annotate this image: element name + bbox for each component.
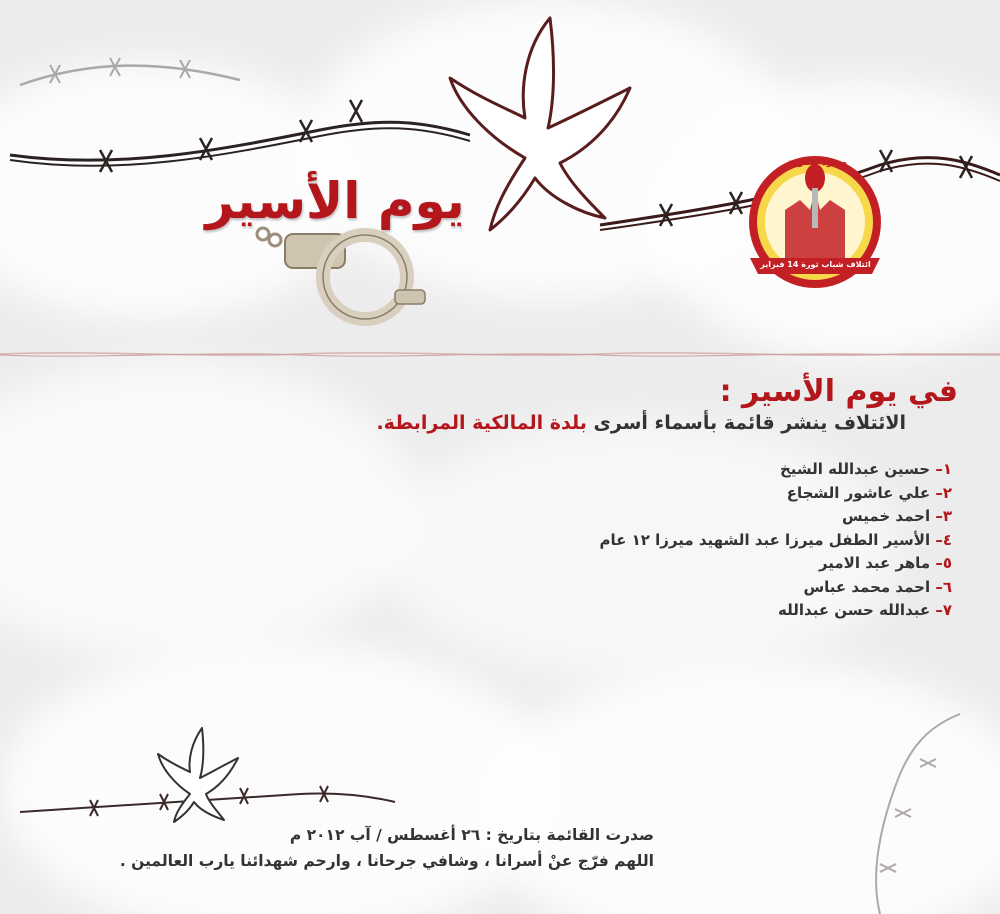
list-item: ٤– الأسير الطفل ميرزا عبد الشهيد ميرزا ١٢ عام <box>599 530 952 549</box>
coalition-logo <box>740 150 890 300</box>
statement-heading: في يوم الأسير : <box>719 374 958 409</box>
logo-top-text: صمود مقاومة <box>786 158 848 168</box>
wire-divider <box>0 348 1000 360</box>
handcuffs-icon <box>245 212 445 332</box>
prisoner-list <box>599 458 952 623</box>
logo-ribbon-text: ائتلاف شباب ثورة 14 فبراير <box>760 260 871 269</box>
footer-date: صدرت القائمة بتاريخ : ٢٦ أغسطس / آب ٢٠١٢ م <box>289 826 654 844</box>
poster-title: يوم الأسير <box>205 172 465 230</box>
list-item: ١– حسين عبدالله الشيخ <box>779 460 952 478</box>
list-item: ٣– احمد خميس <box>842 507 952 525</box>
footer <box>120 822 654 874</box>
list-item: ٦– احمد محمد عباس <box>803 577 952 596</box>
statement-subtitle <box>376 412 906 434</box>
subtitle-main: الائتلاف ينشر قائمة بأسماء أسرى <box>593 412 906 434</box>
list-item: ٢– علي عاشور الشجاع <box>786 483 952 502</box>
subtitle-highlight: بلدة المالكية المرابطة. <box>376 412 587 434</box>
list-item: ٥– ماهر عبد الامير <box>818 554 952 572</box>
dove-small-icon <box>150 724 240 824</box>
footer-prayer: اللهم فرّج عنْ أسرانا ، وشافي جرحانا ، وارحم شهدائنا يارب العالمين . <box>119 852 654 870</box>
list-item: ٧– عبدالله حسن عبدالله <box>778 601 952 619</box>
